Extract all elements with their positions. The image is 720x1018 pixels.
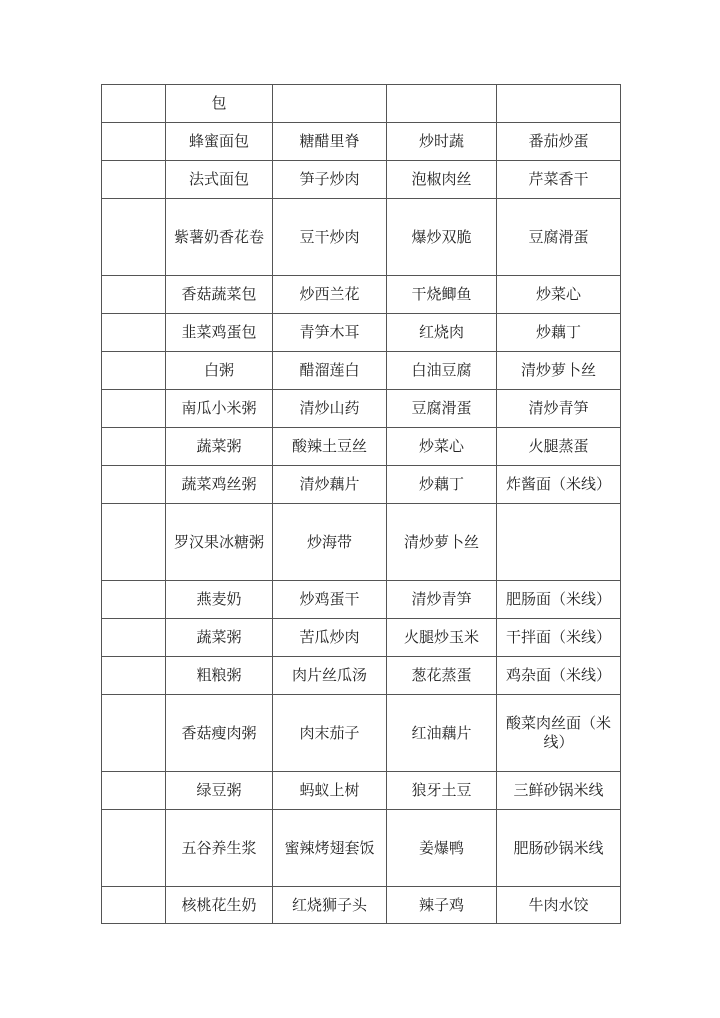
menu-cell	[497, 85, 621, 123]
menu-cell: 清炒青笋	[497, 390, 621, 428]
menu-cell: 火腿蒸蛋	[497, 428, 621, 466]
row-header-cell	[102, 314, 166, 352]
menu-cell: 炒菜心	[387, 428, 497, 466]
row-header-cell	[102, 619, 166, 657]
menu-cell: 红油藕片	[387, 695, 497, 772]
table-row	[102, 887, 621, 924]
row-header-cell	[102, 276, 166, 314]
menu-cell: 肥肠面（米线）	[497, 581, 621, 619]
menu-cell: 五谷养生浆	[166, 810, 273, 887]
menu-cell: 罗汉果冰糖粥	[166, 504, 273, 581]
menu-cell: 狼牙土豆	[387, 772, 497, 810]
table-row	[102, 199, 621, 276]
menu-cell: 葱花蒸蛋	[387, 657, 497, 695]
row-header-cell	[102, 810, 166, 887]
menu-cell: 韭菜鸡蛋包	[166, 314, 273, 352]
table-row	[102, 466, 621, 504]
table-row	[102, 352, 621, 390]
table-row	[102, 123, 621, 161]
row-header-cell	[102, 887, 166, 924]
row-header-cell	[102, 428, 166, 466]
menu-cell: 肉片丝瓜汤	[273, 657, 387, 695]
row-header-cell	[102, 352, 166, 390]
row-header-cell	[102, 390, 166, 428]
menu-cell: 炒藕丁	[387, 466, 497, 504]
menu-cell: 炒藕丁	[497, 314, 621, 352]
menu-table	[101, 84, 621, 924]
menu-cell: 炒鸡蛋干	[273, 581, 387, 619]
menu-cell: 炒菜心	[497, 276, 621, 314]
menu-cell: 白油豆腐	[387, 352, 497, 390]
menu-cell	[497, 504, 621, 581]
menu-cell: 干烧鲫鱼	[387, 276, 497, 314]
menu-cell: 泡椒肉丝	[387, 161, 497, 199]
row-header-cell	[102, 85, 166, 123]
menu-cell: 香菇瘦肉粥	[166, 695, 273, 772]
menu-cell: 炸酱面（米线）	[497, 466, 621, 504]
menu-cell: 炒西兰花	[273, 276, 387, 314]
menu-cell: 豆干炒肉	[273, 199, 387, 276]
menu-cell: 红烧狮子头	[273, 887, 387, 924]
menu-cell: 姜爆鸭	[387, 810, 497, 887]
menu-cell: 火腿炒玉米	[387, 619, 497, 657]
row-header-cell	[102, 199, 166, 276]
menu-cell: 蔬菜粥	[166, 619, 273, 657]
menu-cell: 南瓜小米粥	[166, 390, 273, 428]
menu-cell: 紫薯奶香花卷	[166, 199, 273, 276]
row-header-cell	[102, 695, 166, 772]
row-header-cell	[102, 657, 166, 695]
menu-cell: 辣子鸡	[387, 887, 497, 924]
menu-cell: 清炒藕片	[273, 466, 387, 504]
table-row	[102, 504, 621, 581]
menu-cell: 香菇蔬菜包	[166, 276, 273, 314]
menu-cell: 炒时蔬	[387, 123, 497, 161]
menu-cell: 三鲜砂锅米线	[497, 772, 621, 810]
menu-cell: 芹菜香干	[497, 161, 621, 199]
menu-cell: 蚂蚁上树	[273, 772, 387, 810]
table-row	[102, 695, 621, 772]
menu-cell: 干拌面（米线）	[497, 619, 621, 657]
menu-cell: 鸡杂面（米线）	[497, 657, 621, 695]
table-row	[102, 85, 621, 123]
menu-cell: 蜂蜜面包	[166, 123, 273, 161]
menu-cell: 蔬菜粥	[166, 428, 273, 466]
table-row	[102, 390, 621, 428]
menu-cell: 豆腐滑蛋	[497, 199, 621, 276]
menu-cell: 燕麦奶	[166, 581, 273, 619]
menu-cell: 笋子炒肉	[273, 161, 387, 199]
menu-cell: 蔬菜鸡丝粥	[166, 466, 273, 504]
menu-cell: 肥肠砂锅米线	[497, 810, 621, 887]
menu-cell: 核桃花生奶	[166, 887, 273, 924]
table-row	[102, 276, 621, 314]
menu-cell: 爆炒双脆	[387, 199, 497, 276]
table-row	[102, 428, 621, 466]
menu-cell: 酸辣土豆丝	[273, 428, 387, 466]
row-header-cell	[102, 466, 166, 504]
menu-cell: 苦瓜炒肉	[273, 619, 387, 657]
menu-table-body	[102, 85, 621, 924]
menu-cell: 酸菜肉丝面（米线）	[497, 695, 621, 772]
menu-cell: 清炒青笋	[387, 581, 497, 619]
menu-cell	[387, 85, 497, 123]
menu-cell: 粗粮粥	[166, 657, 273, 695]
menu-cell: 豆腐滑蛋	[387, 390, 497, 428]
menu-cell: 白粥	[166, 352, 273, 390]
menu-cell: 青笋木耳	[273, 314, 387, 352]
row-header-cell	[102, 161, 166, 199]
table-row	[102, 314, 621, 352]
table-row	[102, 657, 621, 695]
menu-cell: 红烧肉	[387, 314, 497, 352]
table-row	[102, 581, 621, 619]
menu-cell	[273, 85, 387, 123]
menu-cell: 清炒山药	[273, 390, 387, 428]
menu-cell: 蜜辣烤翅套饭	[273, 810, 387, 887]
table-row	[102, 772, 621, 810]
menu-cell: 包	[166, 85, 273, 123]
table-row	[102, 810, 621, 887]
menu-cell: 清炒萝卜丝	[387, 504, 497, 581]
row-header-cell	[102, 504, 166, 581]
menu-cell: 糖醋里脊	[273, 123, 387, 161]
table-row	[102, 619, 621, 657]
menu-cell: 法式面包	[166, 161, 273, 199]
menu-cell: 肉末茄子	[273, 695, 387, 772]
row-header-cell	[102, 581, 166, 619]
row-header-cell	[102, 123, 166, 161]
table-row	[102, 161, 621, 199]
menu-cell: 炒海带	[273, 504, 387, 581]
menu-cell: 清炒萝卜丝	[497, 352, 621, 390]
row-header-cell	[102, 772, 166, 810]
menu-cell: 绿豆粥	[166, 772, 273, 810]
menu-cell: 牛肉水饺	[497, 887, 621, 924]
menu-cell: 醋溜莲白	[273, 352, 387, 390]
menu-cell: 番茄炒蛋	[497, 123, 621, 161]
